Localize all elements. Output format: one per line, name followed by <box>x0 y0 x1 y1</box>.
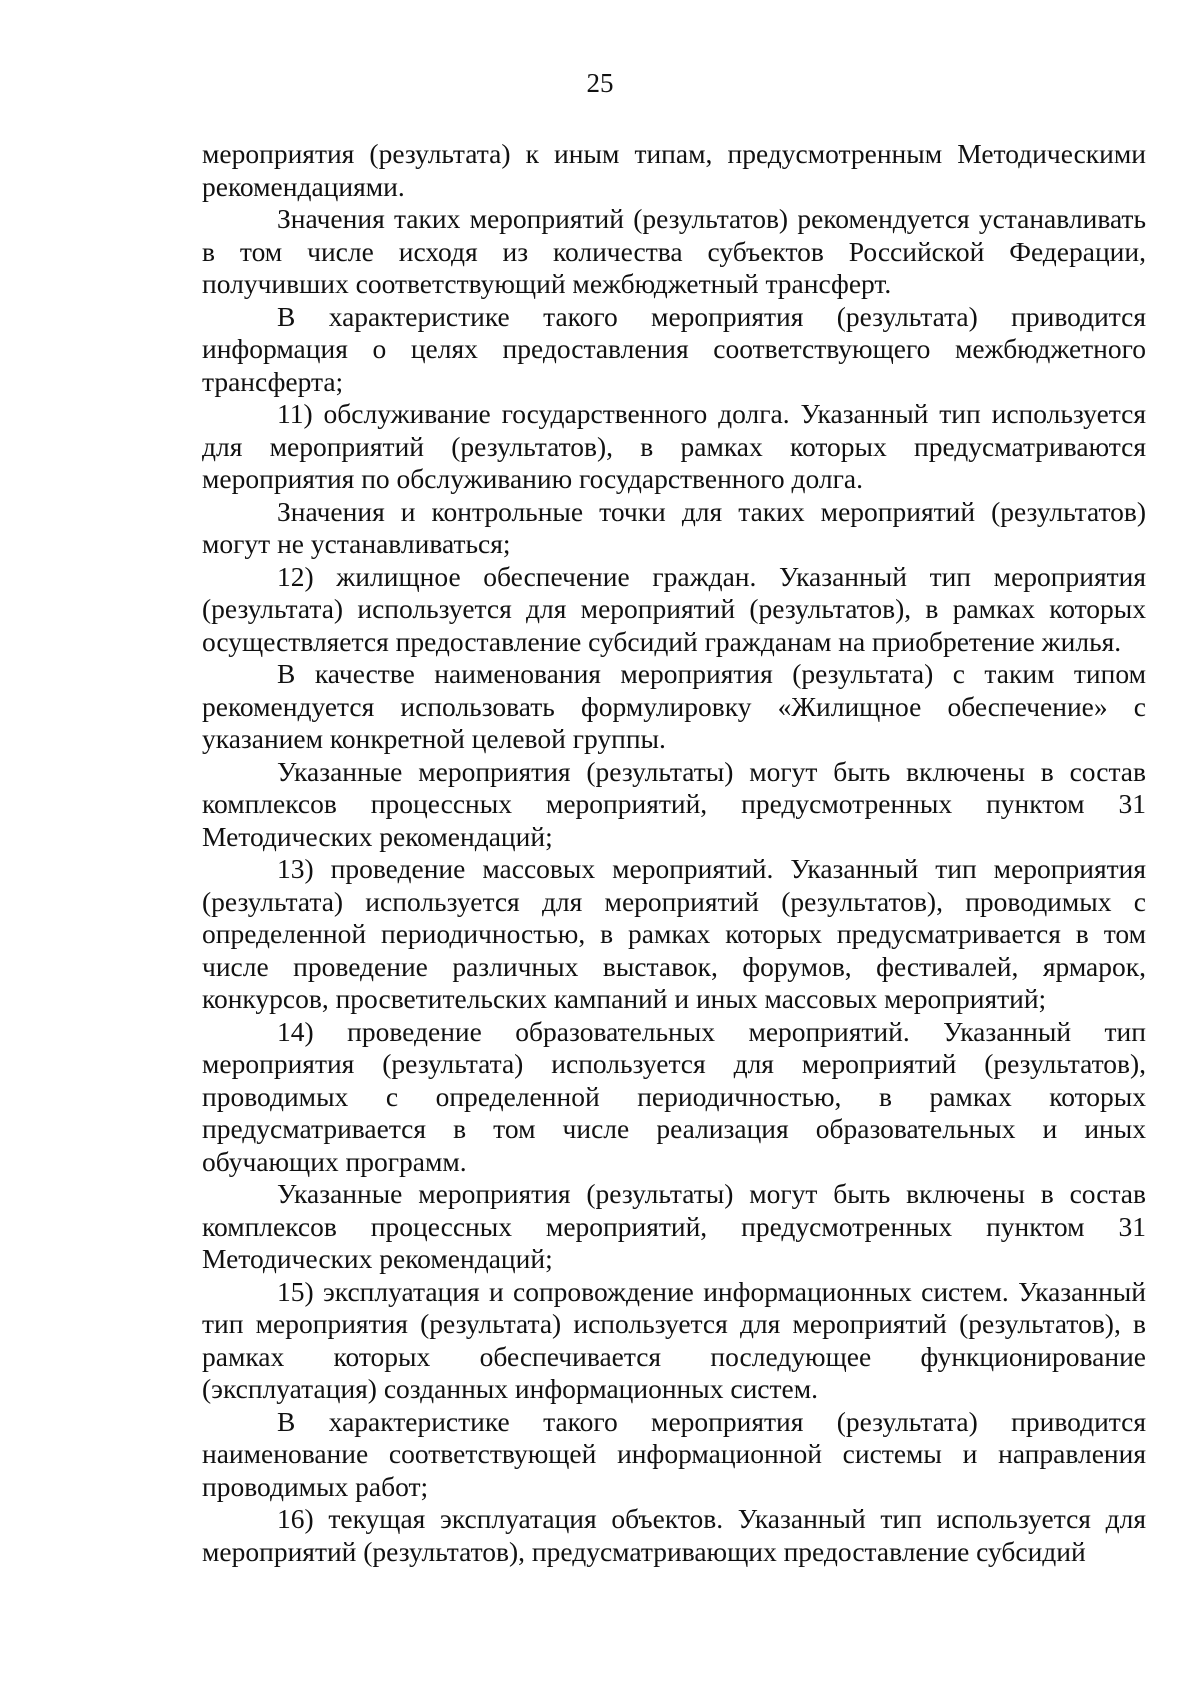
list-item-11: 11) обслуживание государственного долга. Указанный тип используется для мероприятий (результатов), в рамках которых предусматриваются мероприятия по обслуживанию государственного долга. <box>202 398 1146 494</box>
list-item-16: 16) текущая эксплуатация объектов. Указанный тип используется для мероприятий (результатов), предусматривающих предоставление субсидий <box>202 1503 1146 1567</box>
paragraph: Указанные мероприятия (результаты) могут быть включены в состав комплексов процессных мероприятий, предусмотренных пунктом 31 Методических рекомендаций; <box>202 1178 1146 1274</box>
list-item-14: 14) проведение образовательных мероприятий. Указанный тип мероприятия (результата) используется для мероприятий (результатов), проводимых с определенной периодичностью, в рамках которых предусматривается в том числе реализация образовательных и иных обучающих программ. <box>202 1015 1146 1177</box>
paragraph: Значения таких мероприятий (результатов) рекомендуется устанавливать в том числе исходя из количества субъектов Российской Федерации, получивших соответствующий межбюджетный трансферт. <box>202 203 1146 299</box>
paragraph: В характеристике такого мероприятия (результата) приводится информация о целях предоставления соответствующего межбюджетного трансферта; <box>202 300 1146 397</box>
page-number: 25 <box>586 68 614 98</box>
document-body <box>202 138 1146 1568</box>
paragraph-continuation: мероприятия (результата) к иным типам, предусмотренным Методическими рекомендациями. <box>202 138 1146 202</box>
paragraph: В характеристике такого мероприятия (результата) приводится наименование соответствующей информационной системы и направления проводимых работ; <box>202 1405 1146 1502</box>
list-item-12: 12) жилищное обеспечение граждан. Указанный тип мероприятия (результата) используется для мероприятий (результатов), в рамках которых осуществляется предоставление субсидий гражданам на приобретение жилья. <box>202 560 1146 657</box>
list-item-15: 15) эксплуатация и сопровождение информационных систем. Указанный тип мероприятия (результата) используется для мероприятий (результатов), в рамках которых обеспечивается последующее функционирование (эксплуатация) созданных информационных систем. <box>202 1275 1146 1404</box>
list-item-13: 13) проведение массовых мероприятий. Указанный тип мероприятия (результата) используется для мероприятий (результатов), проводимых с определенной периодичностью, в рамках которых предусматривается в том числе проведение различных выставок, форумов, фестивалей, ярмарок, конкурсов, просветительских кампаний и иных массовых мероприятий; <box>202 853 1146 1014</box>
paragraph: Значения и контрольные точки для таких мероприятий (результатов) могут не устанавливаться; <box>202 495 1146 559</box>
paragraph: В качестве наименования мероприятия (результата) с таким типом рекомендуется использовать формулировку «Жилищное обеспечение» с указанием конкретной целевой группы. <box>202 658 1146 754</box>
paragraph: Указанные мероприятия (результаты) могут быть включены в состав комплексов процессных мероприятий, предусмотренных пунктом 31 Методических рекомендаций; <box>202 755 1146 852</box>
